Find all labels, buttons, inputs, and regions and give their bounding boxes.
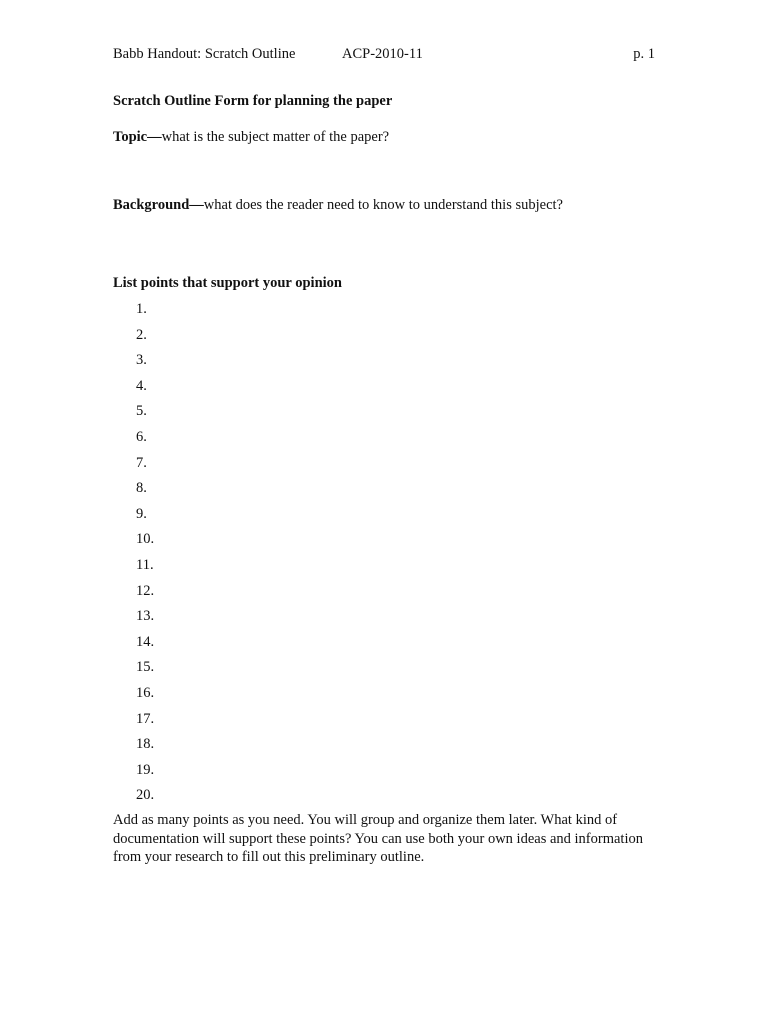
- point-item-20: 20.: [136, 787, 155, 804]
- point-item-3: 3.: [136, 352, 147, 369]
- page-header: [113, 46, 658, 66]
- point-item-4: 4.: [136, 377, 147, 394]
- point-item-15: 15.: [136, 659, 155, 676]
- header-course-code: ACP-2010-11: [342, 46, 423, 62]
- point-item-9: 9.: [136, 505, 147, 522]
- point-item-12: 12.: [136, 582, 155, 599]
- point-item-5: 5.: [136, 403, 147, 420]
- point-item-1: 1.: [136, 301, 147, 317]
- point-item-18: 18.: [136, 736, 155, 753]
- point-item-10: 10.: [136, 531, 155, 548]
- background-label: Background—: [113, 197, 204, 213]
- point-item-7: 7.: [136, 454, 147, 471]
- point-item-17: 17.: [136, 710, 155, 727]
- header-document-title: Babb Handout: Scratch Outline: [113, 46, 296, 62]
- topic-question: what is the subject matter of the paper?: [161, 129, 390, 145]
- header-page-number: p. 1: [633, 46, 655, 62]
- points-list: [136, 300, 154, 812]
- point-item-11: 11.: [136, 556, 154, 573]
- topic-label: Topic—: [113, 129, 162, 145]
- closing-instructions: Add as many points as you need. You will group and organize them later. What kind of documentation will support these points? You can use both your own ideas and information from your research to fill out this preliminary outline.: [113, 812, 643, 865]
- point-item-6: 6.: [136, 428, 147, 445]
- points-heading: List points that support your opinion: [113, 275, 342, 291]
- point-item-19: 19.: [136, 761, 155, 778]
- topic-prompt: [113, 129, 389, 146]
- form-title: Scratch Outline Form for planning the paper: [113, 93, 393, 109]
- point-item-16: 16.: [136, 684, 155, 701]
- background-question: what does the reader need to know to understand this subject?: [203, 197, 563, 213]
- point-item-8: 8.: [136, 480, 147, 497]
- point-item-2: 2.: [136, 326, 147, 343]
- background-prompt: [113, 197, 563, 214]
- point-item-14: 14.: [136, 633, 155, 650]
- point-item-13: 13.: [136, 608, 155, 625]
